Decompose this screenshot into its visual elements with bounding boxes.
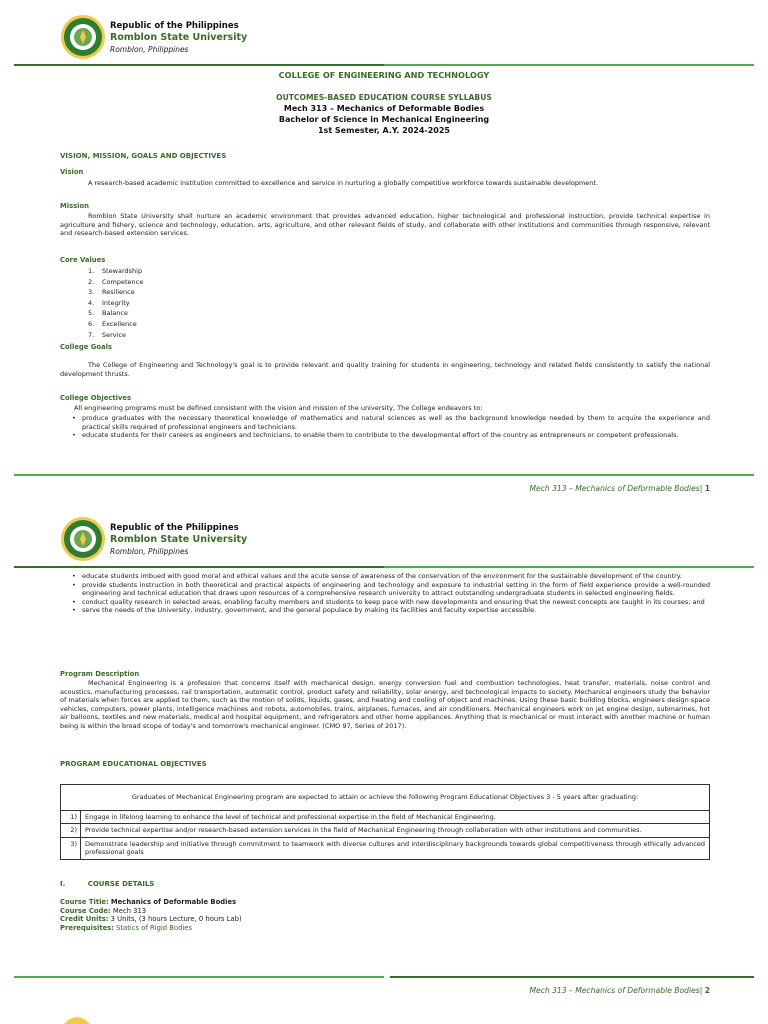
goals-label: College Goals	[60, 343, 112, 351]
republic-label: Republic of the Philippines	[110, 523, 239, 533]
program-description-label: Program Description	[60, 670, 140, 678]
course-title-row: Course Title: Mechanics of Deformable Bodies	[60, 898, 237, 906]
peo-text: Demonstrate leadership and initiative through commitment to teamwork with diverse cultures and interdisciplinary backgrounds towards global competitiveness through ethically advanced professional goals	[81, 837, 710, 859]
page-header	[60, 14, 460, 64]
semester: 1st Semester, A.Y. 2024-2025	[317, 126, 450, 135]
list-item: • conduct quality research in selected areas, enabling faculty members and students to keep pace with new developments and ensuring that the newest concepts are taught in its courses; and	[72, 598, 710, 607]
list-item: 3. Resilience	[88, 288, 135, 297]
peo-text: Engage in lifelong learning to enhance the level of technical and professional expertise in the field of Mechanical Engineering.	[81, 810, 710, 824]
section-number: I.	[60, 880, 66, 888]
title-block	[0, 70, 768, 81]
section-title: COURSE DETAILS	[87, 880, 155, 888]
objectives-list	[72, 414, 710, 440]
footer-rule-right	[390, 976, 754, 978]
objectives-intro: All engineering programs must be defined consistent with the vision and mission of the university, The College endeavors to:	[74, 404, 483, 412]
header-rule-light	[384, 64, 754, 66]
goals-text: The College of Engineering and Technology's goal is to provide relevant and quality training for students in engineering, technology and related fields consistently to satisfy the national development thrusts.	[60, 361, 710, 378]
list-item: 1. Stewardship	[88, 267, 143, 275]
peo-heading: PROGRAM EDUCATIONAL OBJECTIVES	[60, 760, 207, 768]
peo-intro: Graduates of Mechanical Engineering program are expected to attain or achieve the following Program Educational Objectives 3 - 5 years after graduating:	[61, 785, 710, 811]
course-details	[60, 898, 242, 932]
objectives-label: College Objectives	[60, 394, 132, 402]
table-row	[61, 824, 710, 838]
table-row	[61, 785, 710, 811]
next-page-seal-partial	[62, 1014, 92, 1024]
program-name: Bachelor of Science in Mechanical Engineering	[278, 115, 490, 124]
prerequisites-value: Statics of Rigid Bodies	[116, 923, 192, 932]
mission-text: Romblon State University shall nurture an academic environment that provides advanced education, higher technological and professional instruction, provide technical expertise in agriculture and fishery, science and technology, education, arts, agriculture, and other relevant fields of study, and collaborate with other institutions and communities through responsive, relevant and research-based extension services.	[60, 212, 710, 238]
footer-course: Mech 313 – Mechanics of Deformable Bodies|	[529, 484, 703, 493]
university-seal-logo	[60, 516, 106, 562]
peo-text: Provide technical expertise and/or research-based extension services in the field of Mechanical Engineering through collaboration with other institutions and communities.	[81, 824, 710, 838]
university-name: Romblon State University	[110, 534, 248, 545]
vmgo-heading: VISION, MISSION, GOALS AND OBJECTIVES	[60, 152, 227, 160]
list-item: 7. Service	[88, 330, 127, 339]
course-name: Mech 313 – Mechanics of Deformable Bodies	[283, 104, 485, 113]
university-location: Romblon, Philippines	[110, 547, 189, 556]
page-footer	[529, 986, 710, 995]
header-rule-dark	[14, 566, 384, 568]
syllabus-page-2	[0, 502, 768, 1024]
list-item: • educate students for their careers as engineers and technicians, to enable them to contribute to the developmental effort of the country as entrepreneurs or competent professionals.	[72, 431, 710, 440]
course-title-block	[0, 92, 768, 136]
college-title: COLLEGE OF ENGINEERING AND TECHNOLOGY	[278, 70, 490, 80]
university-location: Romblon, Philippines	[110, 45, 189, 54]
peo-number: 2)	[61, 824, 81, 838]
peo-table	[60, 784, 710, 860]
table-row	[61, 810, 710, 824]
page-number: 1	[704, 484, 710, 493]
footer-course: Mech 313 – Mechanics of Deformable Bodies|	[529, 986, 703, 995]
core-values-list	[88, 266, 143, 340]
syllabus-page-1	[0, 0, 768, 502]
table-row	[61, 837, 710, 859]
objectives-list-continued	[72, 572, 710, 615]
course-code-value: Mech 313	[112, 906, 147, 915]
mission-label: Mission	[60, 202, 90, 210]
republic-label: Republic of the Philippines	[110, 21, 239, 31]
peo-number: 1)	[61, 810, 81, 824]
vision-text: A research-based academic institution committed to excellence and service in nurturing a globally competitive workforce towards sustainable development.	[88, 179, 599, 187]
course-code-row: Course Code: Mech 313	[60, 906, 147, 915]
footer-rule	[14, 474, 754, 476]
page-header	[60, 516, 460, 566]
core-values-label: Core Values	[60, 256, 106, 264]
header-rule-light	[384, 566, 754, 568]
list-item: • produce graduates with the necessary theoretical knowledge of mathematics and natural sciences as well as the background knowledge needed by them to acquire the experience and practical skills required of professional engineers and technicians.	[72, 414, 710, 431]
credit-units-row: Credit Units: 3 Units, (3 hours Lecture, 0 hours Lab)	[60, 915, 242, 924]
course-title-value: Mechanics of Deformable Bodies	[110, 898, 237, 906]
header-rule-dark	[14, 64, 384, 66]
list-item: 6. Excellence	[88, 319, 137, 328]
page-footer	[529, 484, 710, 493]
peo-number: 3)	[61, 837, 81, 859]
list-item: 5. Balance	[88, 309, 128, 318]
obe-title: OUTCOMES-BASED EDUCATION COURSE SYLLABUS	[276, 93, 492, 102]
university-name: Romblon State University	[110, 32, 248, 43]
course-details-heading	[60, 880, 154, 888]
footer-rule-left	[14, 976, 384, 978]
program-description-text: Mechanical Engineering is a profession that concerns itself with mechanical design, energy conversion fuel and combustion technologies, heat transfer, materials, noise control and acoustics, manufacturing processes, rail transportation, automatic control, product safety and reliability, solar energy, and technological impacts to society. Mechanical engineers study the behavior of materials when forces are applied to them, such as the motion of solids, liquids, gases, and heating and cooling of object and machines. Using these basic building blocks, engineers design space vehicles, computers, power plants, intelligence machines and robots, automobiles, trains, airplanes, furnaces, and air conditioners. Mechanical engineers work on jet engine design, submarines, hot air balloons, textiles and new materials, medical and hospital equipment, and refrigerators and other home appliances. Anything that is mechanical or must interact with another machine or human being is within the broad scope of today's and tomorrow's mechanical engineer. (CMO 97, Series of 2017).	[60, 679, 710, 730]
list-item: 4. Integrity	[88, 298, 130, 307]
list-item: • educate students imbued with good moral and ethical values and the acute sense of awareness of the conservation of the environment for the sustainable development of the country.	[72, 572, 710, 581]
list-item: • serve the needs of the University, industry, government, and the general populace by making its facilities and faculty expertise accessible.	[72, 606, 710, 615]
vision-label: Vision	[60, 168, 84, 176]
page-number: 2	[704, 986, 710, 995]
prerequisites-row: Prerequisites: Statics of Rigid Bodies	[60, 923, 192, 932]
university-seal-logo	[60, 14, 106, 60]
list-item: 2. Competence	[88, 277, 144, 286]
list-item: • provide students instruction in both theoretical and practical aspects of engineering and technology and exposure to industrial setting in the form of field experience provide a well-rounded engineering and technical education that draws upon resources of a comprehensive research university to attract outstanding undergraduate students in selected engineering fields.	[72, 581, 710, 598]
credit-units-value: 3 Units, (3 hours Lecture, 0 hours Lab)	[110, 915, 242, 924]
